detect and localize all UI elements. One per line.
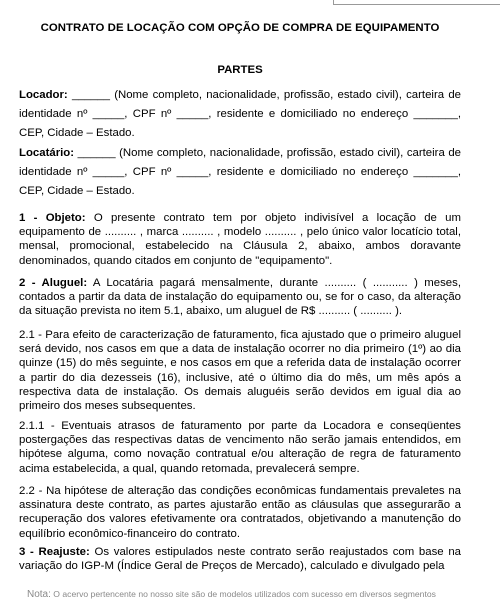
paragraph-locatario — [19, 144, 461, 201]
clause-2-1-1: 2.1.1 - Eventuais atrasos de faturamento por parte da Locadora e conseqüentes postergações das respectivas datas de vencimento não serão jamais entendidos, em hipótese alguma, como novação contratual e/ou alteração de regra de faturamento acima estabelecida, a qual, quando retomada, prevalecerá sempre. — [19, 420, 461, 475]
reajuste-label: 3 - Reajuste: — [19, 546, 90, 558]
locatario-label: Locatário: — [19, 147, 75, 159]
note-text: O acervo pertencente no nosso site são de modelos utilizados com sucesso em diversos segmentos — [50, 589, 436, 599]
locatario-text: ______ (Nome completo, nacionalidade, profissão, estado civil), carteira de identidade nº _____, CPF nº _____, residente e domiciliado no endereço _______, CEP, Cidade – Estado. — [19, 147, 461, 197]
clause-objeto — [19, 211, 461, 268]
document-title: CONTRATO DE LOCAÇÃO COM OPÇÃO DE COMPRA DE EQUIPAMENTO — [40, 22, 440, 34]
section-title-partes: PARTES — [217, 64, 263, 76]
paragraph-locador — [19, 86, 461, 143]
aluguel-label: 2 - Aluguel: — [19, 277, 88, 289]
clause-2-2: 2.2 - Na hipótese de alteração das condições econômicas fundamentais prevaletes na assinatura deste contrato, as partes ajustarão então as cláusulas que assegurarão a recuperação dos valores efetivamente ora contratados, objetivando a manutenção do equilíbrio econômico-financeiro do contrato. — [19, 485, 461, 540]
locador-text: ______ (Nome completo, nacionalidade, profissão, estado civil), carteira de identidade nº _____, CPF nº _____, residente e domiciliado no endereço _______, CEP, Cidade – Estado. — [19, 89, 461, 139]
top-right-frame — [333, 0, 500, 5]
clause-aluguel — [19, 276, 461, 319]
locador-label: Locador: — [19, 89, 68, 101]
clause-2-1: 2.1 - Para efeito de caracterização de faturamento, fica ajustado que o primeiro aluguel será devido, nos casos em que a data de instalação ocorrer no dia primeiro (1º) ao dia quinze (15) do mês seguinte, e nos casos em que a referida data de instalação ocorrer a partir do dia dezesseis (16), inclusive, até o último dia do mês, um mês após a respectiva data de instalação. Os demais aluguéis serão devidos em igual dia ao primeiro dos meses subsequentes. — [19, 329, 461, 413]
reajuste-text: Os valores estipulados neste contrato serão reajustados com base na variação do IGP-M (Índice Geral de Preços de Mercado), calculado e divulgado pela — [19, 546, 462, 573]
note-label: Nota: — [27, 589, 51, 600]
aluguel-text: A Locatária pagará mensalmente, durante .......... ( ........... ) meses, contados a partir da data de instalação do equipamento ou, se for o caso, da alteração da situação prevista no item 5.1, abaixo, um aluguel de R$ .......... ( .......... ). — [19, 277, 462, 318]
clause-reajuste — [19, 545, 461, 573]
objeto-text: O presente contrato tem por objeto indivisível a locação de um equipamento de .......... , marca .......... , modelo .......... , pelo único valor locatício total, mensal, promocional, estabelecido na Cláusula 2, abaixo, ambos doravante denominados, quando citados em conjunto de "equipamento". — [19, 212, 461, 267]
footer-note — [27, 589, 487, 600]
objeto-label: 1 - Objeto: — [19, 212, 86, 224]
